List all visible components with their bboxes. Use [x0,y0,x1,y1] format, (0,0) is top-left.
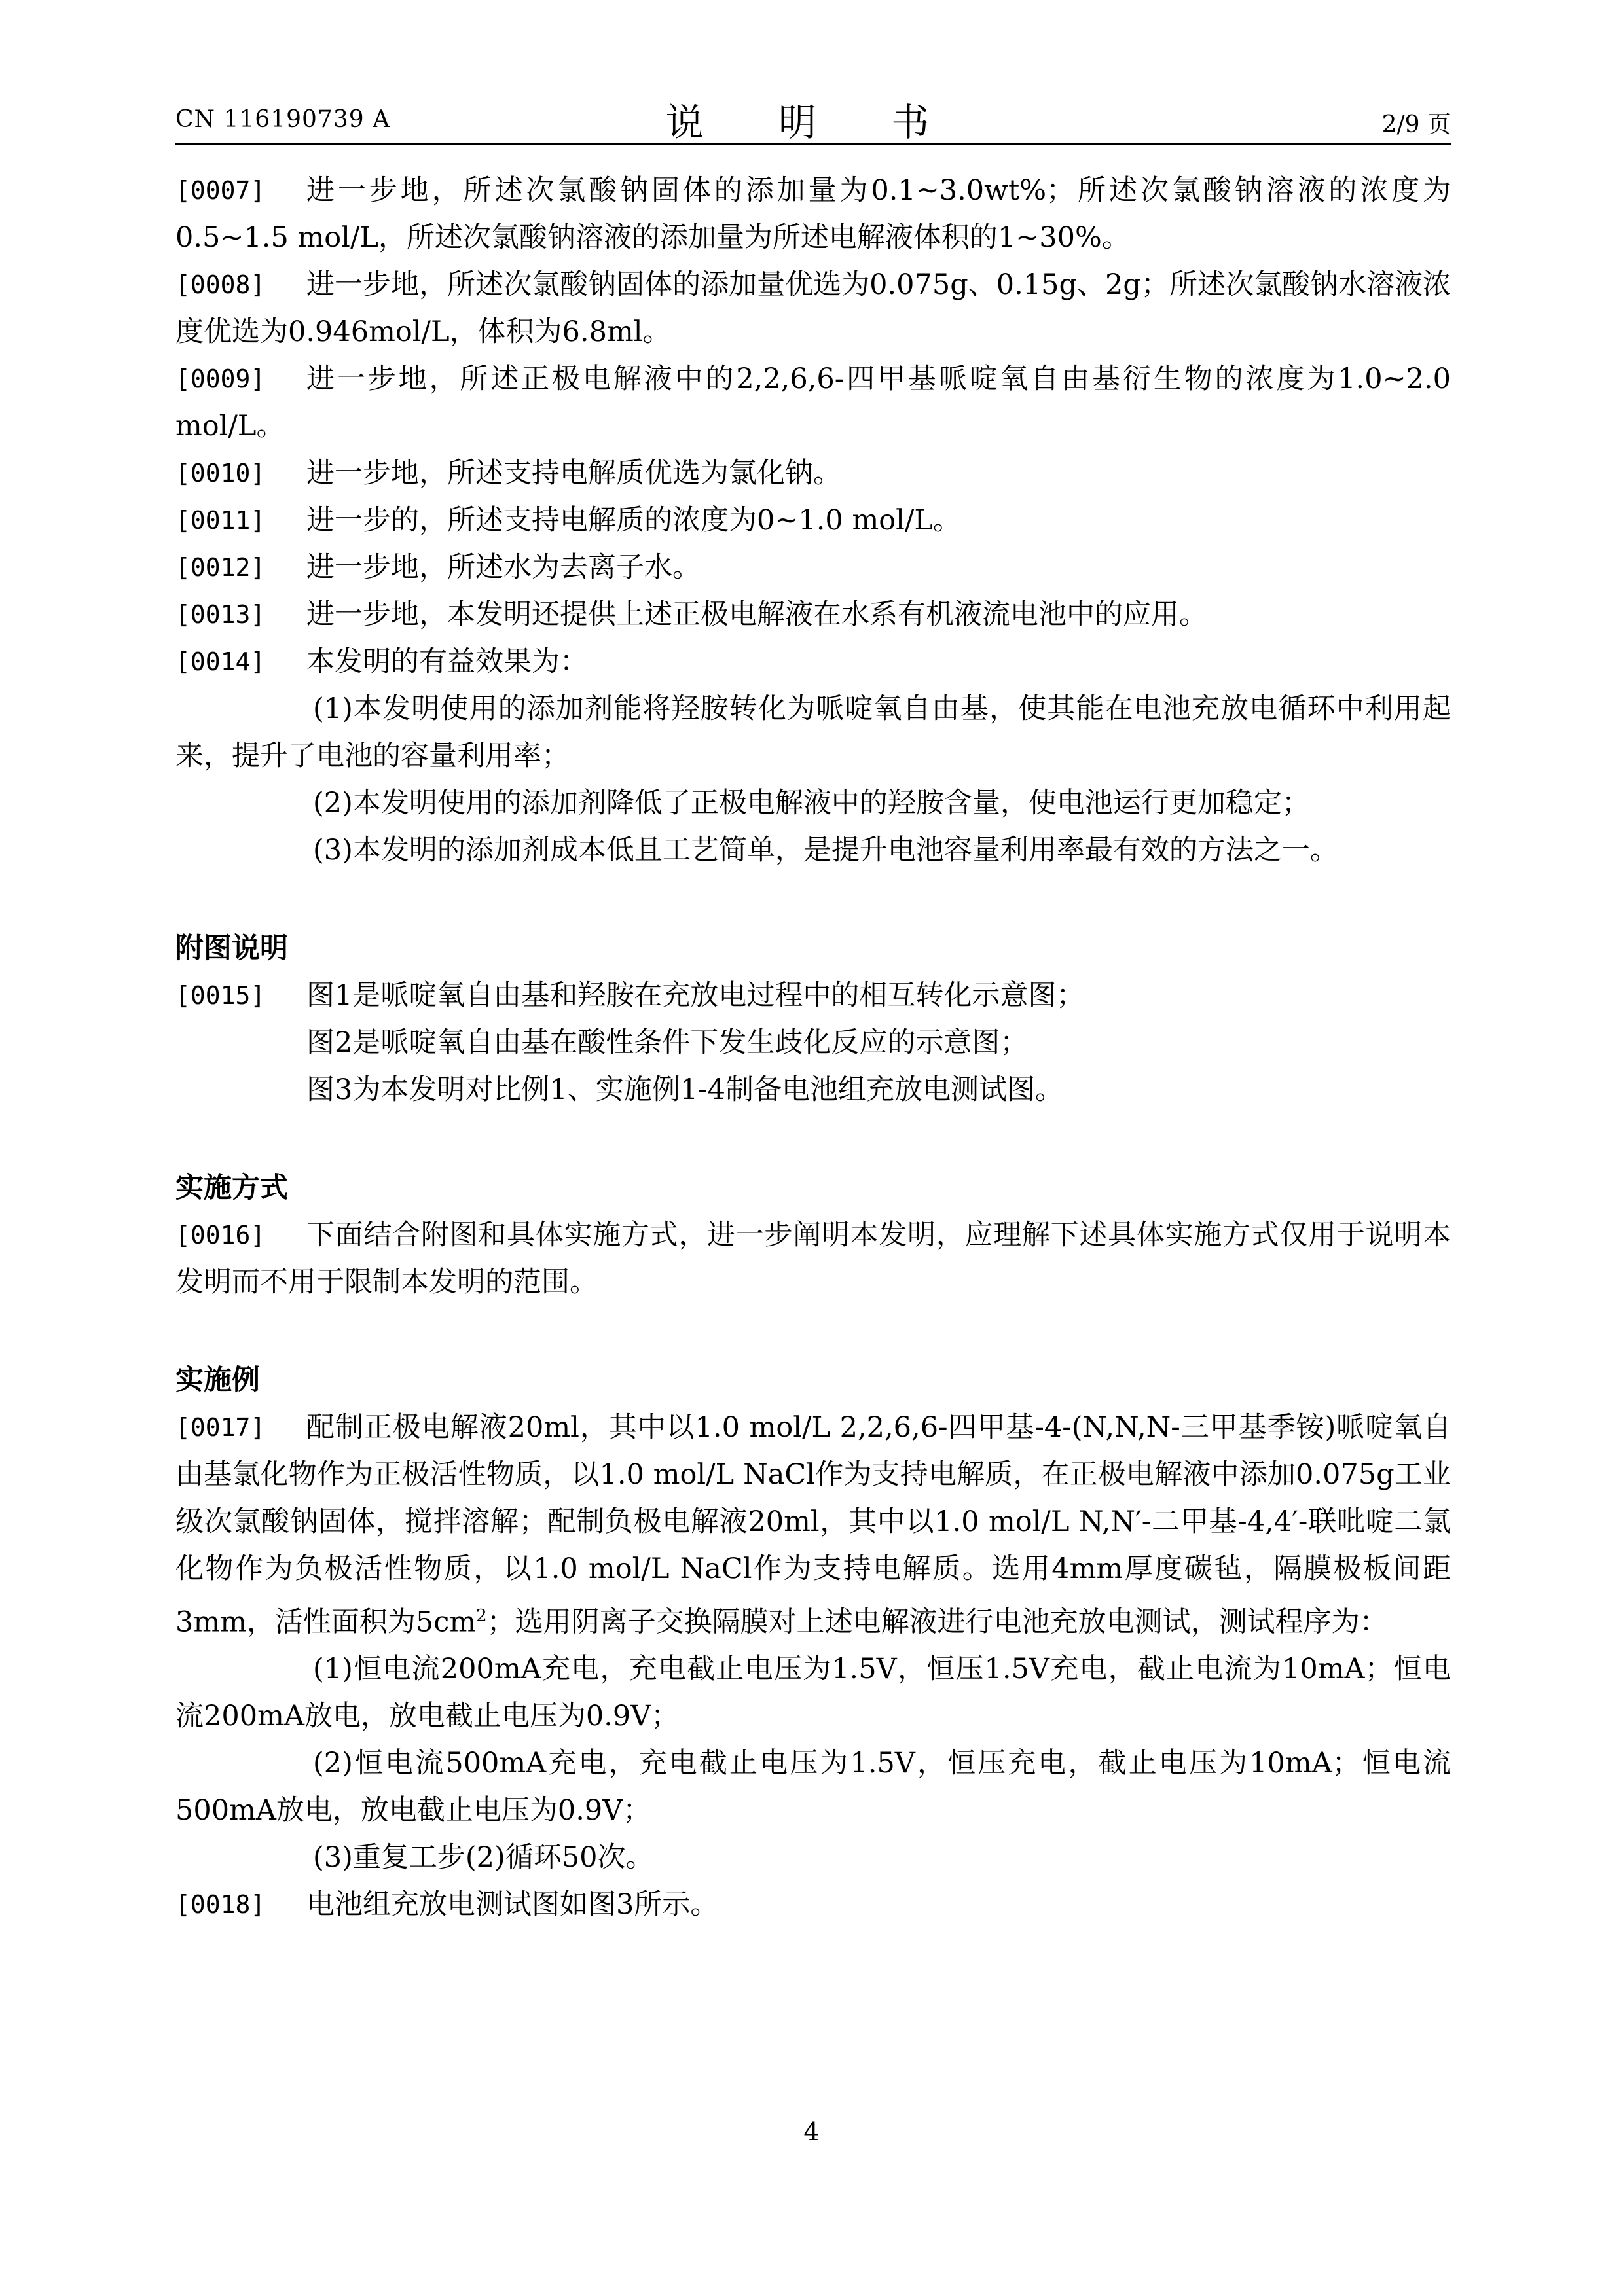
test-step-3: (3)重复工步(2)循环50次。 [313,1841,654,1874]
paragraph-0016 [175,1211,1451,1306]
paragraph-text-main: 配制正极电解液20ml，其中以1.0 mol/L 2,2,6,6-四甲基-4-(N,N,N-三甲基季铵)哌啶氧自由基氯化物作为正极活性物质，以1.0 mol/L NaCl作为支持电解质，在正极电解液中添加0.075g工业级次氯酸钠固体，搅拌溶解；配制负极电解液20ml，其中以1.0 mol/L N,N′-二甲基-4,4′-联吡啶二氯化物作为负极活性物质，以1.0 mol/L NaCl作为支持电解质。选用4mm厚度碳毡，隔膜极板间距3mm，活性面积为5cm [175,1411,1451,1639]
paragraph-number: [0017] [175,1413,266,1442]
paragraph-number: [0007] [175,176,266,205]
paragraph-text: 进一步的，所述支持电解质的浓度为0~1.0 mol/L。 [306,504,961,537]
paragraph-0009 [175,355,1451,450]
paragraph-0010 [175,450,1451,497]
paragraph-number: [0009] [175,365,266,393]
paragraph-text: 进一步地，所述支持电解质优选为氯化钠。 [306,457,841,490]
paragraph-number: [0015] [175,981,266,1010]
test-step-1: (1)恒电流200mA充电，充电截止电压为1.5V，恒压1.5V充电，截止电流为10mA；恒电流200mA放电，放电截止电压为0.9V； [175,1653,1451,1733]
paragraph-text: 进一步地，所述水为去离子水。 [306,551,701,584]
paragraph-number: [0011] [175,506,266,535]
paragraph-text: 下面结合附图和具体实施方式，进一步阐明本发明，应理解下述具体实施方式仅用于说明本发明而不用于限制本发明的范围。 [175,1219,1451,1299]
effect-item-3: (3)本发明的添加剂成本低且工艺简单，是提升电池容量利用率最有效的方法之一。 [313,834,1338,867]
paragraph-text: 进一步地，所述次氯酸钠固体的添加量优选为0.075g、0.15g、2g；所述次氯酸钠水溶液浓度优选为0.946mol/L，体积为6.8ml。 [175,268,1451,348]
paragraph-0017 [175,1404,1451,1645]
section-heading-figures: 附图说明 [175,932,288,965]
figure-description-3: 图3为本发明对比例1、实施例1-4制备电池组充放电测试图。 [306,1073,1063,1106]
paragraph-text: 进一步地，所述次氯酸钠固体的添加量为0.1~3.0wt%；所述次氯酸钠溶液的浓度为0.5~1.5 mol/L，所述次氯酸钠溶液的添加量为所述电解液体积的1~30%。 [175,174,1451,254]
paragraph-text: 进一步地，所述正极电解液中的2,2,6,6-四甲基哌啶氧自由基衍生物的浓度为1.0~2.0 mol/L。 [175,363,1451,442]
page-header [175,92,1451,151]
publication-number: CN 116190739 A [175,106,391,133]
paragraph-text [175,1404,1451,1645]
paragraph-0012 [175,544,1451,591]
paragraph-number: [0012] [175,553,266,582]
paragraph-0014 [175,638,1451,685]
section-heading-example: 实施例 [175,1364,260,1397]
paragraph-0018 [175,1881,1451,1928]
paragraph-0015 [175,972,1451,1019]
paragraph-0013 [175,591,1451,638]
figure-description-1: 图1是哌啶氧自由基和羟胺在充放电过程中的相互转化示意图； [306,979,1085,1012]
section-heading-embodiment: 实施方式 [175,1172,288,1204]
figure-description-2: 图2是哌啶氧自由基在酸性条件下发生歧化反应的示意图； [306,1026,1029,1059]
effect-item-1: (1)本发明使用的添加剂能将羟胺转化为哌啶氧自由基，使其能在电池充放电循环中利用起来，提升了电池的容量利用率； [175,692,1451,772]
effect-item-2: (2)本发明使用的添加剂降低了正极电解液中的羟胺含量，使电池运行更加稳定； [313,787,1310,819]
superscript-exponent: 2 [476,1606,487,1626]
paragraph-number: [0018] [175,1890,266,1920]
paragraph-0011 [175,497,1451,544]
paragraph-text: 电池组充放电测试图如图3所示。 [306,1888,719,1922]
paragraph-0008 [175,261,1451,355]
paragraph-text: 本发明的有益效果为： [306,645,588,678]
page-indicator: 2/9 页 [1381,111,1451,138]
page-number: 4 [803,2117,820,2146]
paragraph-0007 [175,167,1451,261]
header-divider [175,143,1451,145]
paragraph-number: [0013] [175,600,266,629]
paragraph-text-tail: ；选用阴离子交换隔膜对上述电解液进行电池充放电测试，测试程序为： [486,1605,1388,1639]
document-title: 说 明 书 [665,100,961,145]
paragraph-number: [0016] [175,1221,266,1249]
paragraph-number: [0008] [175,270,266,299]
paragraph-number: [0014] [175,647,266,676]
paragraph-number: [0010] [175,459,266,488]
page-content [175,167,1451,1928]
test-step-2: (2)恒电流500mA充电，充电截止电压为1.5V，恒压充电，截止电压为10mA；恒电流500mA放电，放电截止电压为0.9V； [175,1747,1451,1827]
paragraph-text: 进一步地，本发明还提供上述正极电解液在水系有机液流电池中的应用。 [306,598,1207,631]
